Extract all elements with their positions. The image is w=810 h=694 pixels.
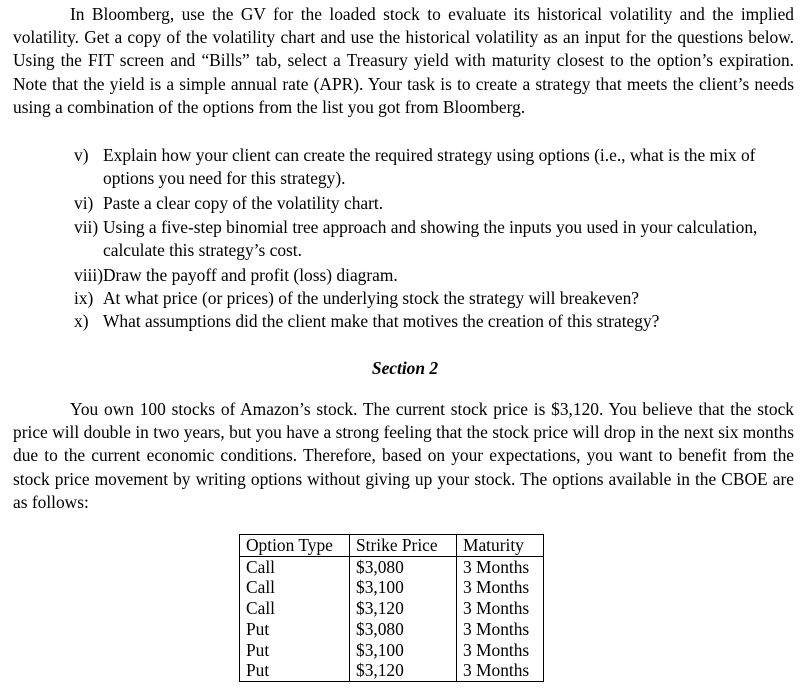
question-number: x) — [74, 311, 89, 332]
cell-option-type: Put — [240, 660, 350, 681]
table-row — [240, 660, 544, 681]
cell-strike-price: $3,120 — [350, 598, 457, 619]
list-item — [74, 192, 798, 215]
intro-paragraph: In Bloomberg, use the GV for the loaded stock to evaluate its historical volatility and the implied volatility. Get a copy of the volatility chart and use the historical volatility as an input for the questions below. Using the FIT screen and “Bills” tab, select a Treasury yield with maturity closest to the option’s expiration. Note that the yield is a simple annual rate (APR). Your task is to create a strategy that meets the client’s needs using a combination of the options from the list you got from Bloomberg. — [13, 4, 794, 117]
table-row — [240, 640, 544, 661]
list-item — [74, 144, 798, 190]
table-row — [240, 577, 544, 598]
cell-option-type: Put — [240, 619, 350, 640]
question-list — [74, 144, 798, 334]
cell-maturity: 3 Months — [457, 556, 544, 577]
header-strike-price: Strike Price — [350, 535, 457, 557]
cell-strike-price: $3,080 — [350, 556, 457, 577]
question-number: v) — [74, 145, 89, 165]
section-paragraph: You own 100 stocks of Amazon’s stock. The current stock price is $3,120. You believe that the stock price will double in two years, but you have a strong feeling that the stock price will drop in the next six months due to the current economic conditions. Therefore, based on your expectations, you want to benefit from the stock price movement by writing options without giving up your stock. The options available in the CBOE are as follows: — [13, 399, 794, 512]
question-text: Paste a clear copy of the volatility chart. — [103, 193, 384, 214]
question-number: vi) — [74, 193, 94, 214]
list-item — [74, 310, 798, 333]
section-heading: Section 2 — [371, 358, 439, 378]
question-number: ix) — [74, 288, 94, 309]
cell-maturity: 3 Months — [457, 640, 544, 661]
cell-option-type: Call — [240, 598, 350, 619]
cell-maturity: 3 Months — [457, 619, 544, 640]
header-option-type: Option Type — [240, 535, 350, 557]
cell-maturity: 3 Months — [457, 660, 544, 681]
cell-maturity: 3 Months — [457, 598, 544, 619]
question-text: Explain how your client can create the required strategy using options (i.e., what is the mix of options you need for this strategy). — [103, 145, 756, 189]
cell-strike-price: $3,100 — [350, 577, 457, 598]
cell-maturity: 3 Months — [457, 577, 544, 598]
list-item — [74, 287, 798, 310]
question-number: vii) — [74, 216, 99, 237]
table-row — [240, 619, 544, 640]
cell-option-type: Call — [240, 577, 350, 598]
cell-strike-price: $3,080 — [350, 619, 457, 640]
cell-option-type: Put — [240, 640, 350, 661]
list-item — [74, 264, 798, 287]
header-maturity: Maturity — [457, 535, 544, 557]
cell-strike-price: $3,120 — [350, 660, 457, 681]
question-text: At what price (or prices) of the underlying stock the strategy will breakeven? — [103, 288, 640, 309]
question-number: viii) — [74, 265, 103, 286]
cell-option-type: Call — [240, 556, 350, 577]
list-item — [74, 216, 798, 262]
table-row — [240, 556, 544, 577]
table-header-row — [240, 535, 544, 557]
options-table — [239, 534, 544, 682]
cell-strike-price: $3,100 — [350, 640, 457, 661]
question-text: What assumptions did the client make that motives the creation of this strategy? — [103, 311, 660, 332]
question-text: Draw the payoff and profit (loss) diagram. — [103, 265, 398, 286]
table-row — [240, 598, 544, 619]
question-text: Using a five-step binomial tree approach and showing the inputs you used in your calculation, calculate this strategy’s cost. — [103, 216, 758, 260]
